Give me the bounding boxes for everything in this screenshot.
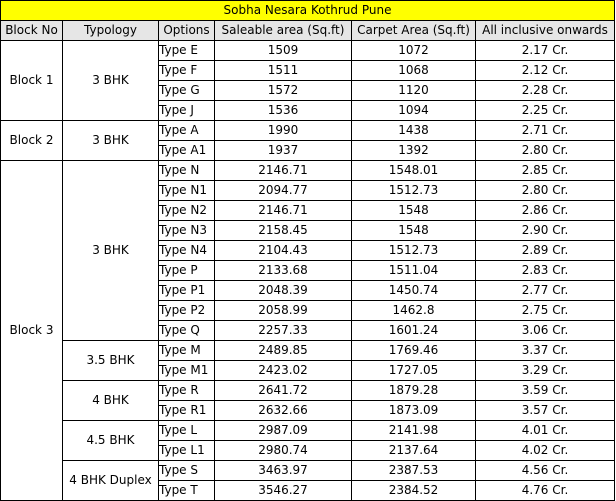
typology-cell: 4.5 BHK xyxy=(63,421,159,461)
saleable-area-cell: 2489.85 xyxy=(215,341,352,361)
title-row xyxy=(1,1,615,21)
option-cell: Type N xyxy=(159,161,215,181)
block-no-cell: Block 1 xyxy=(1,41,63,121)
saleable-area-cell: 2146.71 xyxy=(215,161,352,181)
option-cell: Type A xyxy=(159,121,215,141)
saleable-area-cell: 2058.99 xyxy=(215,301,352,321)
saleable-area-cell: 2104.43 xyxy=(215,241,352,261)
saleable-area-cell: 1990 xyxy=(215,121,352,141)
option-cell: Type P1 xyxy=(159,281,215,301)
carpet-area-cell: 1438 xyxy=(352,121,476,141)
typology-cell: 4 BHK Duplex xyxy=(63,461,159,501)
option-cell: Type R xyxy=(159,381,215,401)
option-cell: Type N1 xyxy=(159,181,215,201)
carpet-area-cell: 2384.52 xyxy=(352,481,476,501)
saleable-area-cell: 1937 xyxy=(215,141,352,161)
header-carpet-area: Carpet Area (Sq.ft) xyxy=(352,21,476,41)
carpet-area-cell: 1548 xyxy=(352,221,476,241)
saleable-area-cell: 2980.74 xyxy=(215,441,352,461)
saleable-area-cell: 2133.68 xyxy=(215,261,352,281)
saleable-area-cell: 2146.71 xyxy=(215,201,352,221)
price-cell: 2.75 Cr. xyxy=(476,301,615,321)
price-cell: 3.29 Cr. xyxy=(476,361,615,381)
carpet-area-cell: 1120 xyxy=(352,81,476,101)
table-row xyxy=(1,461,615,481)
option-cell: Type R1 xyxy=(159,401,215,421)
block-no-cell: Block 2 xyxy=(1,121,63,161)
saleable-area-cell: 3463.97 xyxy=(215,461,352,481)
option-cell: Type T xyxy=(159,481,215,501)
price-cell: 2.90 Cr. xyxy=(476,221,615,241)
option-cell: Type L xyxy=(159,421,215,441)
saleable-area-cell: 2094.77 xyxy=(215,181,352,201)
carpet-area-cell: 1548 xyxy=(352,201,476,221)
option-cell: Type P2 xyxy=(159,301,215,321)
carpet-area-cell: 1450.74 xyxy=(352,281,476,301)
carpet-area-cell: 1769.46 xyxy=(352,341,476,361)
price-cell: 2.85 Cr. xyxy=(476,161,615,181)
table-row xyxy=(1,421,615,441)
table-row xyxy=(1,161,615,181)
option-cell: Type E xyxy=(159,41,215,61)
carpet-area-cell: 1879.28 xyxy=(352,381,476,401)
saleable-area-cell: 2423.02 xyxy=(215,361,352,381)
header-options: Options xyxy=(159,21,215,41)
option-cell: Type G xyxy=(159,81,215,101)
header-typology: Typology xyxy=(63,21,159,41)
carpet-area-cell: 2141.98 xyxy=(352,421,476,441)
price-cell: 4.02 Cr. xyxy=(476,441,615,461)
table-row xyxy=(1,121,615,141)
price-cell: 4.76 Cr. xyxy=(476,481,615,501)
option-cell: Type P xyxy=(159,261,215,281)
carpet-area-cell: 1727.05 xyxy=(352,361,476,381)
price-cell: 2.77 Cr. xyxy=(476,281,615,301)
price-cell: 2.89 Cr. xyxy=(476,241,615,261)
saleable-area-cell: 1511 xyxy=(215,61,352,81)
saleable-area-cell: 1536 xyxy=(215,101,352,121)
table-title: Sobha Nesara Kothrud Pune xyxy=(1,1,615,21)
option-cell: Type F xyxy=(159,61,215,81)
price-cell: 2.28 Cr. xyxy=(476,81,615,101)
carpet-area-cell: 1511.04 xyxy=(352,261,476,281)
saleable-area-cell: 2987.09 xyxy=(215,421,352,441)
carpet-area-cell: 1094 xyxy=(352,101,476,121)
price-cell: 2.83 Cr. xyxy=(476,261,615,281)
saleable-area-cell: 1509 xyxy=(215,41,352,61)
saleable-area-cell: 2158.45 xyxy=(215,221,352,241)
saleable-area-cell: 1572 xyxy=(215,81,352,101)
typology-cell: 3 BHK xyxy=(63,121,159,161)
price-cell: 2.71 Cr. xyxy=(476,121,615,141)
price-cell: 3.06 Cr. xyxy=(476,321,615,341)
carpet-area-cell: 1548.01 xyxy=(352,161,476,181)
price-cell: 3.57 Cr. xyxy=(476,401,615,421)
price-cell: 4.01 Cr. xyxy=(476,421,615,441)
price-cell: 2.80 Cr. xyxy=(476,181,615,201)
header-price: All inclusive onwards xyxy=(476,21,615,41)
option-cell: Type L1 xyxy=(159,441,215,461)
carpet-area-cell: 1462.8 xyxy=(352,301,476,321)
table-row xyxy=(1,381,615,401)
saleable-area-cell: 2632.66 xyxy=(215,401,352,421)
option-cell: Type Q xyxy=(159,321,215,341)
header-row xyxy=(1,21,615,41)
saleable-area-cell: 2641.72 xyxy=(215,381,352,401)
price-cell: 2.17 Cr. xyxy=(476,41,615,61)
option-cell: Type N2 xyxy=(159,201,215,221)
carpet-area-cell: 1068 xyxy=(352,61,476,81)
typology-cell: 4 BHK xyxy=(63,381,159,421)
saleable-area-cell: 2048.39 xyxy=(215,281,352,301)
option-cell: Type M1 xyxy=(159,361,215,381)
carpet-area-cell: 1072 xyxy=(352,41,476,61)
table-row xyxy=(1,341,615,361)
block-no-cell: Block 3 xyxy=(1,161,63,501)
option-cell: Type J xyxy=(159,101,215,121)
option-cell: Type M xyxy=(159,341,215,361)
price-cell: 2.86 Cr. xyxy=(476,201,615,221)
carpet-area-cell: 2137.64 xyxy=(352,441,476,461)
carpet-area-cell: 1512.73 xyxy=(352,241,476,261)
option-cell: Type N4 xyxy=(159,241,215,261)
option-cell: Type S xyxy=(159,461,215,481)
carpet-area-cell: 1601.24 xyxy=(352,321,476,341)
typology-cell: 3 BHK xyxy=(63,161,159,341)
price-cell: 3.59 Cr. xyxy=(476,381,615,401)
carpet-area-cell: 1873.09 xyxy=(352,401,476,421)
price-cell: 2.12 Cr. xyxy=(476,61,615,81)
option-cell: Type A1 xyxy=(159,141,215,161)
saleable-area-cell: 3546.27 xyxy=(215,481,352,501)
saleable-area-cell: 2257.33 xyxy=(215,321,352,341)
table-body xyxy=(1,1,615,501)
header-saleable-area: Saleable area (Sq.ft) xyxy=(215,21,352,41)
option-cell: Type N3 xyxy=(159,221,215,241)
price-cell: 2.80 Cr. xyxy=(476,141,615,161)
price-cell: 3.37 Cr. xyxy=(476,341,615,361)
price-cell: 2.25 Cr. xyxy=(476,101,615,121)
carpet-area-cell: 1512.73 xyxy=(352,181,476,201)
typology-cell: 3.5 BHK xyxy=(63,341,159,381)
table-row xyxy=(1,41,615,61)
header-block-no: Block No xyxy=(1,21,63,41)
price-cell: 4.56 Cr. xyxy=(476,461,615,481)
carpet-area-cell: 2387.53 xyxy=(352,461,476,481)
carpet-area-cell: 1392 xyxy=(352,141,476,161)
typology-cell: 3 BHK xyxy=(63,41,159,121)
